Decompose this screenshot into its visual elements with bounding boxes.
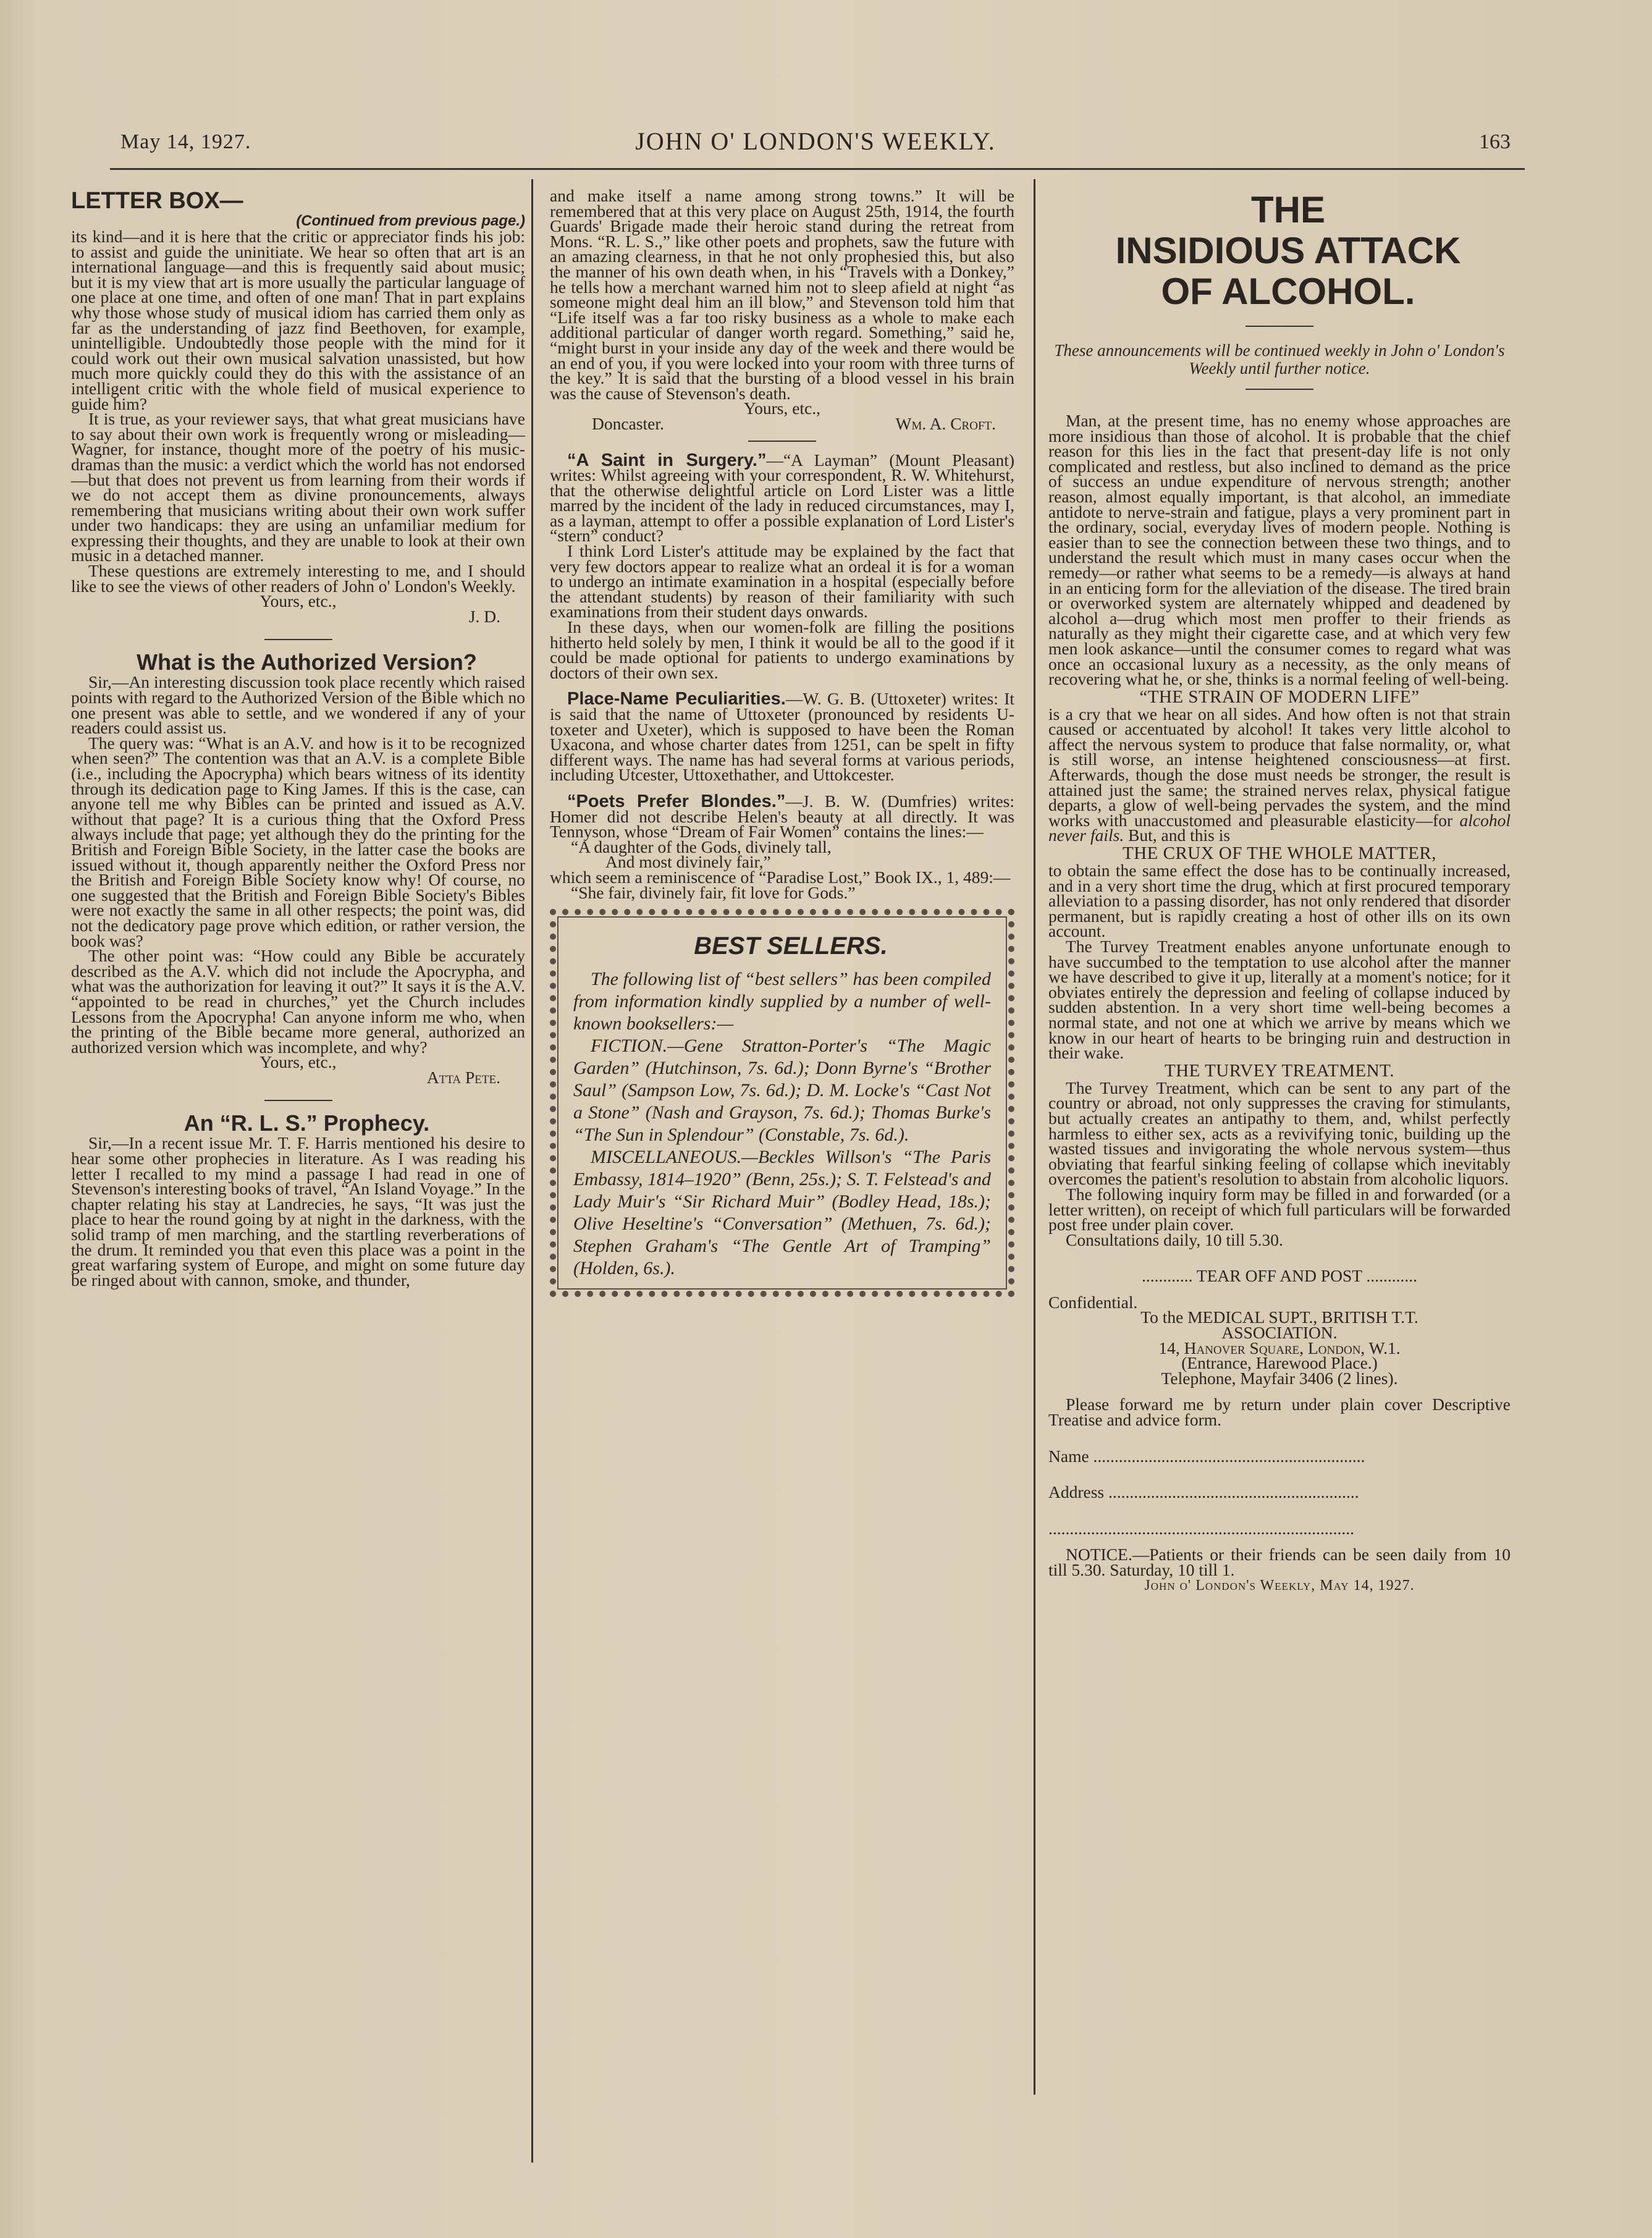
letter-place: Doncaster.: [592, 413, 664, 433]
form-address: Telephone, Mayfair 3406 (2 lines).: [1161, 1368, 1398, 1388]
letter-closing: Yours, etc.,: [259, 591, 337, 611]
rls-paragraph-cont: and make itself a name among strong towns.” It will be remembered that at this very place on August 25th, 1914, the fourth Guards' Brigade made their heroic stand during the retreat from Mons. “R. L. S.,” like other poets and prophets, saw the future with an amazing clearness, in that he not only prophesied this, but also the manner of his own death when, in his “Travels with a Donkey,” he tells how a merchant warned him not to sleep afield at night “as someone might deal him an ill blow,” and Stevenson told him that “Life itself was a far too risky business as a whole to make each additional particular of danger worth regard. Something,” said he, “might burst in your inside any day of the week and there would be an end of you, if you were locked into your room with three turns of the key.” It is said that the bursting of a blood vessel in his brain was the cause of Stevenson's death.: [550, 186, 1014, 403]
poets-paragraph: which seem a reminiscence of “Paradise Lost,” Book IX., 1, 489:—: [550, 867, 1011, 887]
advert-subheading: THE TURVEY TREATMENT.: [1165, 1060, 1394, 1081]
poets-paragraph: “Poets Prefer Blondes.”—J. B. W. (Dumfries) writes: Homer did not describe Helen's beauty at all directly. It was Tennyson, whose “Dream of Fair Women” contains the lines:—: [550, 791, 1014, 842]
letterbox-heading: LETTER BOX—: [71, 188, 243, 214]
column-2: [550, 188, 1014, 1297]
best-sellers-fiction: FICTION.—Gene Stratton-Porter's “The Magic Garden” (Hutchinson, 7s. 6d.); Donn Byrne's “Brother Saul” (Sampson Low, 7s. 6d.); D. M. Locke's “Cast Not a Stone” (Nash and Grayson, 7s. 6d.); Thomas Burke's “The Sun in Splendour” (Constable, 7s. 6d.).: [573, 1036, 991, 1146]
best-sellers-intro: The following list of “best sellers” has been compiled from information kindly supplied by a number of well-known booksellers:—: [573, 969, 991, 1034]
divider: [748, 441, 816, 442]
masthead: JOHN O' LONDON'S WEEKLY.: [635, 127, 996, 155]
column-divider-2: [1034, 179, 1035, 2095]
advert-paragraph: is a cry that we hear on all sides. And how often is not that strain caused or accentuated by alcohol! It takes very little alcohol to affect the nervous system to produce that false normality, or, what is still worse, an intense heightened consciousness—at first. Afterwards, though the dose must needs be stronger, the result is attained just the same; the strained nerves relax, physical fatigue departs, a glow of well-being pervades the system, and the mind works with unaccustomed and pleasurable elasticity—for alcohol never fails. But, and this is: [1048, 704, 1511, 845]
poem-line: And most divinely fair,”: [605, 852, 771, 872]
tear-off-line: ............ TEAR OFF AND POST ............: [1142, 1269, 1417, 1284]
advert-title: INSIDIOUS ATTACK: [1115, 230, 1461, 271]
divider: [264, 1100, 332, 1101]
av-paragraph: The other point was: “How could any Bible be accurately described as the A.V. which did not include the Apocrypha, and what was the authorization for leaving it out?” It says it is the A.V. “appointed to be read in churches,” yet the Church includes Lessons from the Apocrypha! Can anyone inform me who, when the printing of the Bible became more general, authorized an authorized version which was incomplete, and why?: [71, 946, 525, 1057]
form-address: ASSOCIATION.: [1221, 1323, 1338, 1343]
advert-subheading: THE CRUX OF THE WHOLE MATTER,: [1122, 843, 1437, 864]
divider: [1245, 326, 1313, 327]
poets-title: “Poets Prefer Blondes.”: [567, 791, 786, 811]
saint-paragraph: In these days, when our women-folk are filling the positions hitherto held solely by men, I think it would be all to the good if it could be made optional for patients to undergo examinations by doctors of their own sex.: [550, 617, 1014, 682]
rls-paragraph: Sir,—In a recent issue Mr. T. F. Harris mentioned his desire to hear some other prophecies in literature. As I was reading his letter I recalled to my mind a passage I had read in one of Stevenson's interesting books of travel, “An Island Voyage.” In the chapter relating his stay at Landrecies, he says, “It was just the place to hear the round going by at night in the darkness, with the solid tramp of men marching, and the startling reverberations of the drum. It reminded you that even this place was a point in the great warfaring system of Europe, and might on some future day be ringed about with cannon, smoke, and thunder,: [71, 1133, 525, 1290]
letter-closing: Yours, etc.,: [259, 1052, 337, 1072]
letter-closing: Yours, etc.,: [743, 399, 821, 418]
best-sellers-heading: BEST SELLERS.: [694, 932, 888, 960]
poem-line: “A daughter of the Gods, divinely tall,: [571, 837, 832, 856]
letter-signature: Wm. A. Croft.: [895, 413, 996, 433]
divider: [1245, 389, 1313, 390]
letterbox-paragraph: its kind—and it is here that the critic or appreciator finds his job: to assist and guide the uninitiate. We hear so often that art is an international language—and this is frequently said about music; but it is my view that art is more usually the particular language of one place at one time, and often of one man! That in part explains why those whose study of musical idiom has carried them only as far as the understanding of jazz find Beethoven, for example, unintelligible. Undoubtedly those people with the mind for it could work out their own musical salvation unassisted, but how much more quickly could they do this with the assistance of an intelligent critic with the whole field of musical experience to guide him?: [71, 227, 525, 413]
advert-paragraph: The following inquiry form may be filled in and forwarded (or a letter written), on receipt of which full particulars will be forwarded post free under plain cover.: [1048, 1184, 1511, 1235]
place-name-title: Place-Name Peculiarities.: [567, 689, 786, 709]
saint-title: “A Saint in Surgery.”: [567, 450, 767, 470]
advert-footer: John o' London's Weekly, May 14, 1927.: [1144, 1577, 1415, 1594]
best-sellers-misc: MISCELLANEOUS.—Beckles Willson's “The Paris Embassy, 1814–1920” (Benn, 25s.); S. T. Felstead's and Lady Muir's “Sir Richard Muir” (Bodley Head, 18s.); Olive Heseltine's “Conversation” (Methuen, 7s. 6d.); Stephen Graham's “The Gentle Art of Tramping” (Holden, 6s.).: [573, 1147, 991, 1279]
column-divider-1: [531, 179, 533, 2163]
section-heading-av: What is the Authorized Version?: [137, 649, 477, 675]
header-rule: [110, 168, 1525, 170]
place-name-paragraph: Place-Name Peculiarities.—W. G. B. (Uttoxeter) writes: It is said that the name of Uttoxeter (pronounced by residents U-toxeter and Uxeter), which is supposed to have been the Roman Uxacona, and whose charter dates from 1251, can be spelt in fifty different ways. The name has had several forms at various periods, including Utcester, Uttoxethather, and Uttokcester.: [550, 689, 1014, 785]
letter-signature-line: [550, 413, 1014, 433]
notice: NOTICE.—Patients or their friends can be seen daily from 10 till 5.30. Saturday, 10 till 1.: [1048, 1545, 1511, 1579]
letterbox-paragraph: It is true, as your reviewer says, that what great musicians have to say about their own work is frequently wrong or misleading—Wagner, for instance, thought more of the poetry of his music-dramas than the music: a verdict which the world has not endorsed—but that does not prevent us from learning from their words if we do not accept them as divine pronouncements, always remembering that musicians writing about their own work suffer under two handicaps: they are using an unfamiliar medium for expressing their thoughts, and they are unable to look at their own music in a detached manner.: [71, 409, 525, 565]
form-address: To the MEDICAL SUPT., BRITISH T.T.: [1140, 1307, 1418, 1327]
saint-paragraph: I think Lord Lister's attitude may be explained by the fact that very few doctors appear to realize what an ordeal it is for a woman to undergo an intimate examination in a hospital (especially before the attendant students) by reason of their familiarity with such examinations from their student days onwards.: [550, 541, 1014, 622]
form-request: Please forward me by return under plain cover Descriptive Treatise and advice form.: [1048, 1395, 1511, 1430]
advert-paragraph: The Turvey Treatment enables anyone unfortunate enough to have succumbed to the temptation to use alcohol after the manner we have described to give it up, literally at a moment's notice; for it obviates entirely the depression and feeling of collapse induced by sudden abstention. In a very short time well-being becomes a normal state, and not one at which we arrive by means which we know in our heart of hearts to be bringing ruin and destruction in their wake.: [1048, 937, 1511, 1063]
advert-paragraph: Man, at the present time, has no enemy whose approaches are more insidious than those of alcohol. It is probable that the chief reason for this lies in the fact that present-day life is not only complicated and restless, but also inclined to demand as the price of success an undue expenditure of nervous strength; another reason, almost equally important, is that alcohol, an immediate antidote to nerve-strain and fatigue, plays a very prominent part in the ordinary, social, everyday lives of modern people. Nothing is easier than to see the connection between these two things, and to understand the result which must in many cases occur when the remedy—or rather what seems to be a remedy—is always at hand in an enticing form for the alleviation of the disease. The tired brain or overworked system are alternately whipped and deadened by alcohol a—drug which most men proffer to their friends as naturally as they might their cigarette case, and at which very few men look askance—until the consumer comes to regard what was once an occasional luxury as a necessity, as the only means of recovering what he, or she, thinks is a normal feeling of well-being.: [1048, 411, 1511, 689]
divider: [264, 639, 332, 640]
form-address: (Entrance, Harewood Place.): [1181, 1353, 1378, 1373]
form-address-field[interactable]: Address ...........................................................: [1048, 1485, 1359, 1500]
advert-paragraph: Consultations daily, 10 till 5.30.: [1066, 1230, 1283, 1249]
letterbox-continued: (Continued from previous page.): [296, 213, 525, 229]
letter-signature: Atta Pete.: [426, 1067, 500, 1087]
av-paragraph: The query was: “What is an A.V. and how is it to be recognized when seen?” The contention was that an A.V. is a complete Bible (i.e., including the Apocrypha) which bears witness of its identity through its dedication page to King James. If this is the case, can anyone tell me why Bibles can be printed and issued as A.V. without that page? It is a curious thing that the Oxford Press always include that page; yet although they do the printing for the British and Foreign Bible Society, in the latter case the books are issued without it, though apparently neither the Oxford Press nor the British and Foreign Bible Society know why! Of course, no one suggested that the British and Foreign Bible Society's Bibles were not exactly the same in all other respects; the point was, did not the dedicatory page prove which edition, or rather version, the book was?: [71, 733, 525, 950]
page-header: [120, 127, 1511, 164]
saint-paragraph: “A Saint in Surgery.”—“A Layman” (Mount Pleasant) writes: Whilst agreeing with your correspondent, R. W. Whitehurst, that the otherwise delightful article on Lord Lister was a little marred by the incident of the lady in reduced circumstances, may I, as a layman, attempt to offer a possible explanation of Lord Lister's “stern” conduct?: [550, 450, 1014, 546]
column-3: [1048, 188, 1511, 1593]
advert-title: OF ALCOHOL.: [1161, 271, 1415, 312]
form-address-field-2[interactable]: ........................................................................: [1048, 1521, 1354, 1537]
advert-subheading: “THE STRAIN OF MODERN LIFE”: [1139, 686, 1420, 707]
page-number: 163: [1479, 130, 1511, 153]
advert-paragraph: The Turvey Treatment, which can be sent to any part of the country or abroad, not only suppresses the craving for stimulants, but actually creates an antipathy to them, and, whilst perfectly harmless to either sex, acts as a revivifying tonic, building up the wasted tissues and invigorating the whole nervous system—thus obviating that fearful sinking feeling of collapse which inevitably overcomes the patient's resolution to abstain from alcoholic liquors.: [1048, 1078, 1511, 1189]
advert-title: THE: [1251, 189, 1325, 230]
form-address: 14, Hanover Square, London, W.1.: [1158, 1338, 1401, 1358]
section-heading-rls: An “R. L. S.” Prophecy.: [183, 1110, 430, 1136]
form-name-field[interactable]: Name ................................................................: [1048, 1448, 1365, 1464]
advert-note: These announcements will be continued weekly in John o' London's Weekly until further notice.: [1054, 341, 1505, 378]
issue-date: May 14, 1927.: [120, 130, 251, 153]
best-sellers-box: [550, 909, 1014, 1297]
letter-signature: J. D.: [468, 606, 500, 626]
poem-line: “She fair, divinely fair, fit love for Gods.”: [571, 882, 856, 902]
advert-paragraph: to obtain the same effect the dose has to be continually increased, and in a very short time the drug, which at first procured temporary alleviation to a passing disorder, has not only rendered that disorder permanent, but is rapidly creating a host of other ills on its own account.: [1048, 861, 1511, 941]
letterbox-paragraph: These questions are extremely interesting to me, and I should like to see the views of other readers of John o' London's Weekly.: [71, 561, 525, 596]
form-confidential: Confidential.: [1048, 1292, 1138, 1312]
av-paragraph: Sir,—An interesting discussion took place recently which raised points with regard to the Authorized Version of the Bible which no one present was able to settle, and we wondered if any of your readers could assist us.: [71, 672, 525, 738]
column-1: [71, 188, 525, 1288]
